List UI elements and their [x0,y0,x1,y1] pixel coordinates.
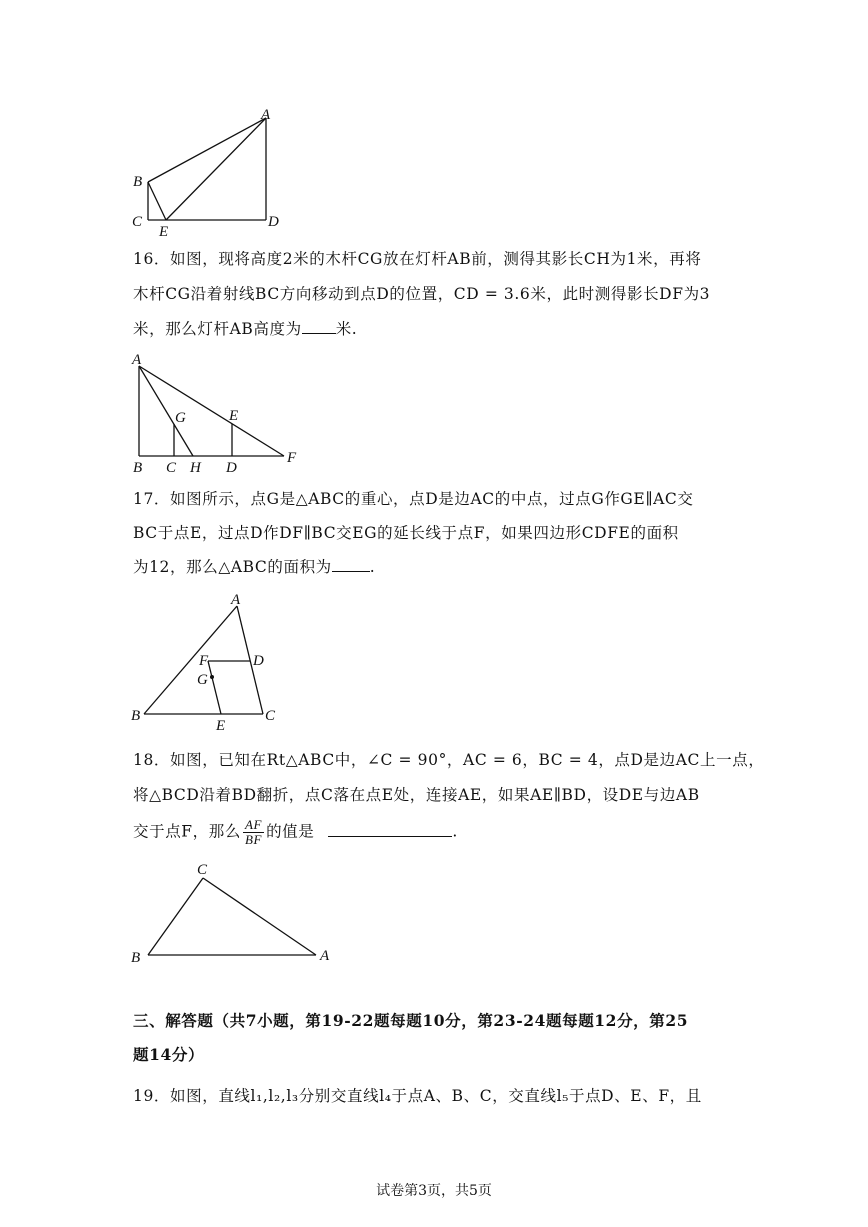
fraction-numerator: AF [244,817,263,832]
q16-line3-post: 米. [335,320,358,338]
label-d: D [226,460,237,476]
segment-ca [203,878,316,955]
segment-be [148,182,166,220]
label-e: E [216,718,226,734]
label-c: C [132,214,143,230]
segment-ba [148,118,266,182]
q17-line3-pre: 为12，那么△ABC的面积为 [133,558,332,576]
label-b: B [131,950,141,966]
label-e: E [159,224,169,238]
q16-line3-pre: 米，那么灯杆AB高度为 [133,320,302,338]
label-b: B [133,174,143,190]
q16-line1: 16．如图，现将高度2米的木杆CG放在灯杆AB前，测得其影长CH为1米，再将 [133,250,702,268]
figure-q15 [128,104,288,238]
label-d: D [268,214,279,230]
q18-line2: 将△BCD沿着BD翻折，点C落在点E处，连接AE，如果AE∥BD，设DE与边AB [133,786,700,804]
fraction-af-bf [243,818,264,847]
label-c: C [197,862,208,878]
label-a: A [132,352,142,368]
label-g: G [175,410,186,426]
fraction-denominator: BF [244,832,263,847]
label-b: B [131,708,141,724]
q17-line3 [133,556,375,578]
label-f: F [287,450,297,466]
label-g: G [197,672,208,688]
q18-answer-blank [328,822,452,837]
section3-heading-line2: 题14分） [133,1045,205,1064]
q18-line3 [133,818,458,847]
section3-heading-line1: 三、解答题（共7小题，第19-22题每题10分，第23-24题每题12分，第25 [133,1011,689,1030]
q17-line3-post: . [369,558,376,576]
figure-q18 [128,856,338,968]
label-e: E [229,408,239,424]
q18-line3-pre: 交于点F，那么 [133,822,241,841]
label-a: A [261,107,271,123]
page-footer: 试卷第3页，共5页 [376,1183,492,1199]
q16-answer-blank [302,319,336,334]
figure-q17 [128,588,288,734]
label-d: D [253,653,264,669]
q16-line2: 木杆CG沿着射线BC方向移动到点D的位置，CD = 3.6米，此时测得影长DF为3 [133,285,711,303]
segment-ab [144,606,237,714]
label-b: B [133,460,143,476]
segment-ea [166,118,266,220]
point-g [210,675,214,679]
figure-q16 [128,350,308,476]
label-f: F [199,653,209,669]
q16-line3 [133,318,357,340]
segment-cb [148,878,203,955]
segment-af [139,366,284,456]
q19-line1: 19．如图，直线l₁,l₂,l₃分别交直线l₄于点A、B、C，交直线l₅于点D、E、F，且 [133,1087,702,1105]
q17-answer-blank [332,557,370,572]
label-c: C [265,708,276,724]
q18-line3-post: . [452,822,458,841]
q17-line2: BC于点E，过点D作DF∥BC交EG的延长线于点F，如果四边形CDFE的面积 [133,524,679,542]
label-c: C [166,460,177,476]
q18-line3-mid: 的值是 [266,822,315,841]
q18-line1: 18．如图，已知在Rt△ABC中，∠C = 90°，AC = 6，BC = 4，点D是边AC上一点， [133,751,765,769]
segment-fe [208,661,221,714]
label-h: H [190,460,201,476]
label-a: A [320,948,330,964]
label-a: A [231,592,241,608]
q17-line1: 17．如图所示，点G是△ABC的重心，点D是边AC的中点，过点G作GE∥AC交 [133,490,694,508]
